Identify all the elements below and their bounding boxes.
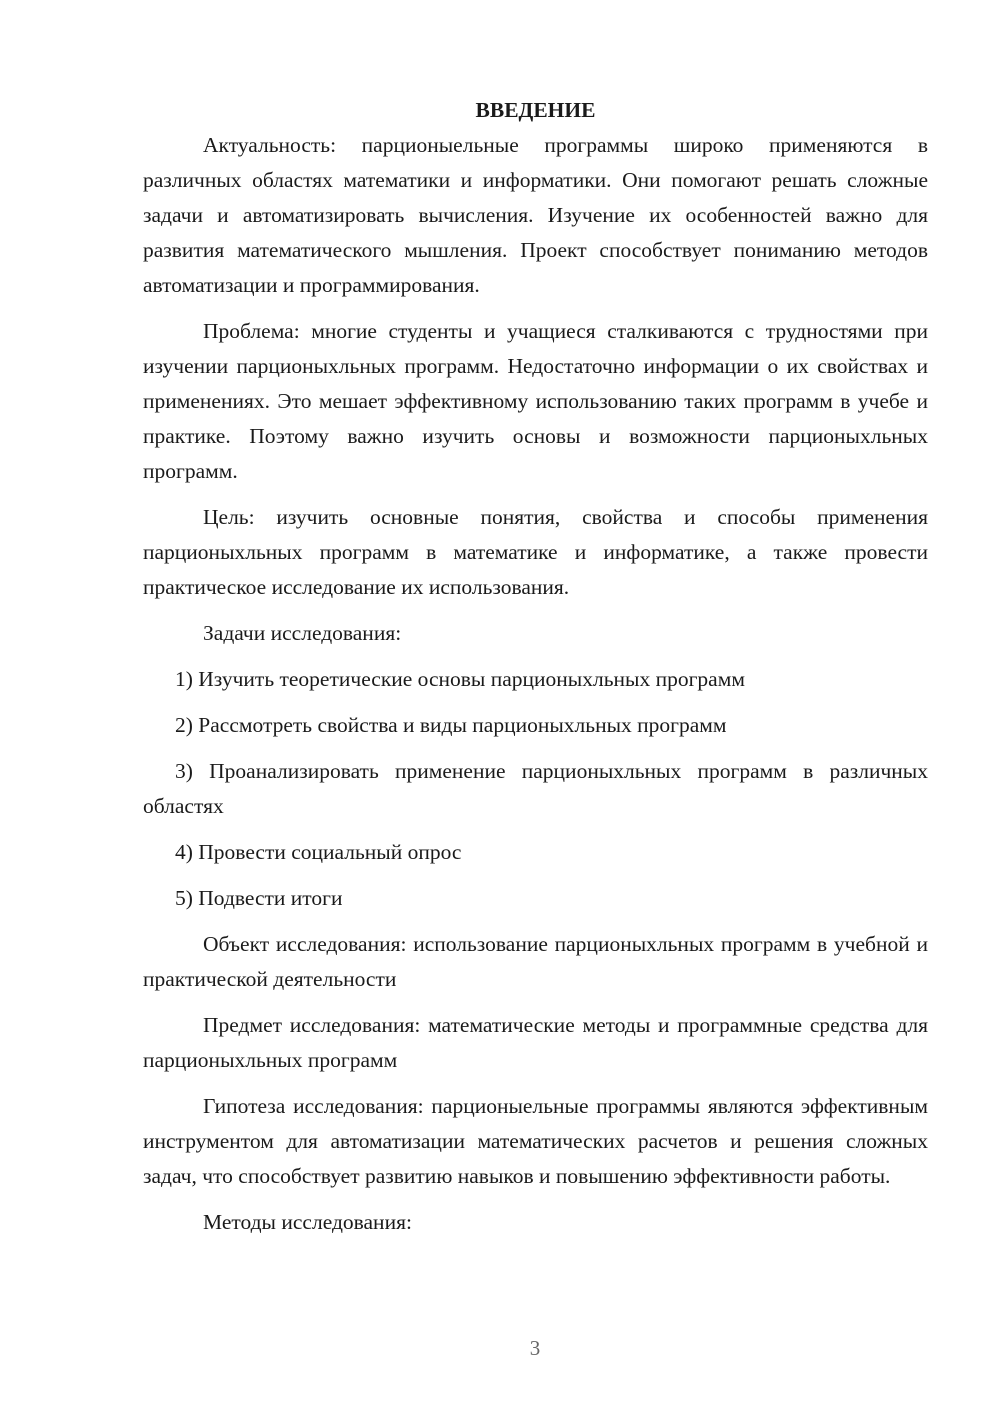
goal-paragraph: Цель: изучить основные понятия, свойства и способы применения парционыхльных программ в математике и информатике, а также провести практическое исследование их использования. [143, 505, 928, 599]
task-item-1: 1) Изучить теоретические основы парционыхльных программ [175, 667, 745, 691]
page-content [143, 93, 928, 1251]
hypothesis-paragraph: Гипотеза исследования: парционыельные программы являются эффективным инструментом для автоматизации математических расчетов и решения сложных задач, что способствует развитию навыков и повышению эффективности работы. [143, 1094, 928, 1188]
relevance-paragraph: Актуальность: парционыельные программы широко применяются в различных областях математики и информатики. Они помогают решать сложные задачи и автоматизировать вычисления. Изучение их особенностей важно для развития математического мышления. Проект способствует пониманию методов автоматизации и программирования. [143, 133, 928, 297]
problem-paragraph: Проблема: многие студенты и учащиеся сталкиваются с трудностями при изучении парционыхльных программ. Недостаточно информации о их свойствах и применениях. Это мешает эффективному использованию таких программ в учебе и практике. Поэтому важно изучить основы и возможности парционыхльных программ. [143, 319, 928, 483]
page-title: ВВЕДЕНИЕ [475, 98, 596, 122]
methods-heading: Методы исследования: [203, 1210, 412, 1234]
task-item-2: 2) Рассмотреть свойства и виды парционыхльных программ [175, 713, 727, 737]
task-item-4: 4) Провести социальный опрос [175, 840, 462, 864]
subject-paragraph: Предмет исследования: математические методы и программные средства для парционыхльных программ [143, 1013, 928, 1072]
task-item-5: 5) Подвести итоги [175, 886, 343, 910]
object-paragraph: Объект исследования: использование парционыхльных программ в учебной и практической деятельности [143, 932, 928, 991]
task-item-3: 3) Проанализировать применение парционыхльных программ в различных областях [143, 759, 928, 818]
page-number: 3 [529, 1336, 541, 1360]
tasks-heading: Задачи исследования: [203, 621, 402, 645]
